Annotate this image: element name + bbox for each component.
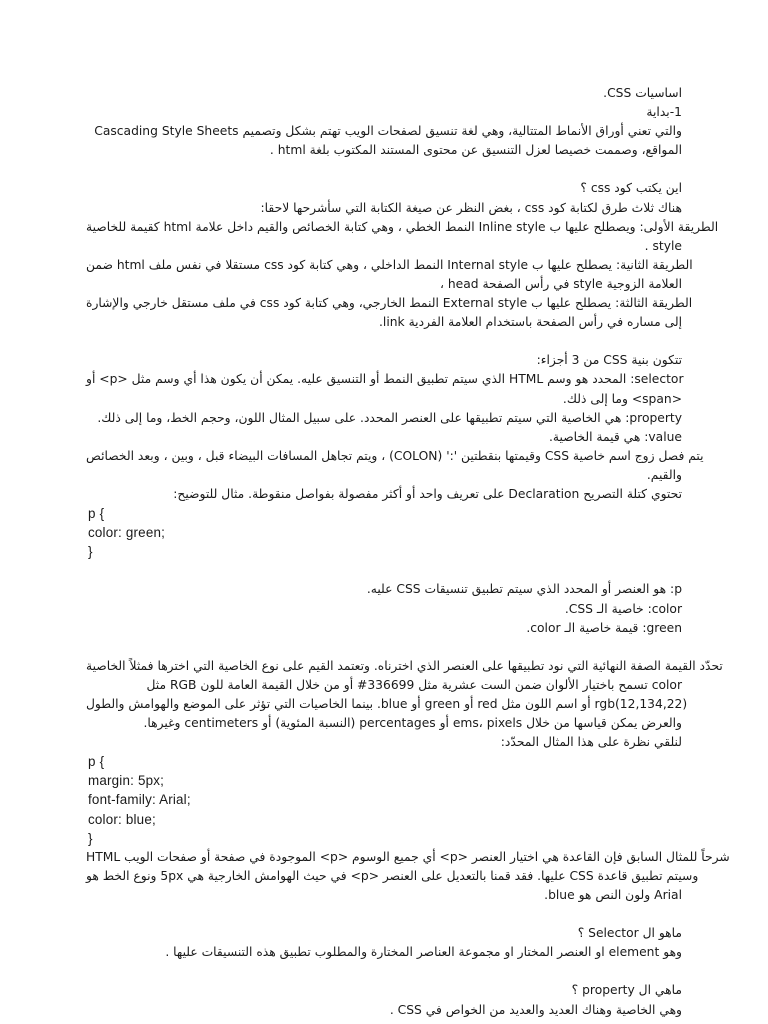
line-text: value: هي قيمة الخاصية. [549, 429, 682, 444]
line-text: اساسيات CSS. [603, 86, 682, 100]
line-text: ماهو ال Selector ؟ [577, 926, 682, 941]
line-text: style . [644, 238, 682, 253]
text-line [0, 714, 768, 733]
code-line [0, 790, 768, 809]
text-line [0, 218, 768, 237]
line-text: } [88, 830, 93, 846]
text-line [0, 409, 768, 428]
line-text: وهو element او العنصر المختار او مجموعة العناصر المختارة والمطلوب تطبيق هذه التنسيقات عليها . [165, 945, 682, 960]
text-line [0, 122, 768, 141]
line-text: selector: المحدد هو وسم HTML الذي سيتم تطبيق النمط أو التنسيق عليه. يمكن أن يكون هذا أي وسم مثل <p> أو [86, 372, 684, 387]
line-text: color: green; [88, 525, 166, 541]
text-line [0, 981, 768, 1000]
text-line [0, 370, 768, 389]
text-line [0, 676, 768, 695]
line-text: يتم فصل زوج اسم خاصية CSS وقيمتها بنقطتين ':' (COLON) ، ويتم تجاهل المسافات البيضاء قبل ، وبين ، وبعد الخصائص [86, 448, 704, 463]
line-text: الطريقة الثانية: يصطلح عليها ب Internal style النمط الداخلي ، وهي كتابة كود css مستقلا في نفس ملف html ضمن [86, 257, 693, 272]
text-line [0, 275, 768, 294]
text-line [0, 466, 768, 485]
line-text: 1-بداية [646, 105, 682, 120]
line-text: الطريقة الثالثة: يصطلح عليها ب External style النمط الخارجي، وهي كتابة كود css في ملف مستقل خارجي والإشارة [86, 296, 693, 311]
code-line [0, 829, 768, 848]
text-line [0, 886, 768, 905]
blank-line [0, 332, 768, 351]
document-page [0, 84, 768, 1020]
text-line [0, 848, 768, 867]
text-line [0, 657, 768, 676]
blank-line [0, 160, 768, 179]
blank-line [0, 561, 768, 580]
text-line [0, 141, 768, 160]
line-text: إلى مساره في رأس الصفحة باستخدام العلامة الفردية link. [379, 315, 682, 330]
text-line [0, 103, 768, 122]
text-line [0, 485, 768, 504]
line-text: وسيتم تطبيق قاعدة CSS عليها. فقد قمنا بالتعديل على العنصر <p> في حيث الهوامش الخارجية هي 5px ونوع الخط هو [86, 868, 699, 883]
text-line [0, 580, 768, 599]
code-line [0, 504, 768, 523]
line-text: لنلقي نظرة على هذا المثال المحدّد: [500, 735, 682, 750]
line-text: <span> وما إلى ذلك. [562, 391, 682, 406]
line-text: اين يكتب كود css ؟ [580, 181, 682, 196]
line-text: p { [88, 506, 105, 522]
text-line [0, 390, 768, 409]
line-text: العلامة الزوجية style في رأس الصفحة head ، [439, 276, 682, 291]
text-line [0, 294, 768, 313]
line-text: والتي تعني أوراق الأنماط المتتالية، وهي لغة تنسيق لصفحات الويب تهتم بشكل وتصميم Cascading Style Sheets [94, 124, 682, 139]
text-line [0, 179, 768, 198]
code-line [0, 771, 768, 790]
text-line [0, 695, 768, 714]
line-text: } [88, 544, 93, 560]
line-text: تحدّد القيمة الصفة النهائية التي نود تطبيقها على العنصر الذي اخترناه. وتعتمد القيم على نوع الخاصية التي اخترها فمثلاً الخاصية [86, 658, 723, 673]
code-line [0, 752, 768, 771]
line-text: color تسمح باختيار الألوان ضمن الست عشرية مثل 336699# أو من خلال القيمة العامة للون RGB مثل [146, 677, 682, 692]
text-line [0, 1001, 768, 1020]
line-text: هناك ثلاث طرق لكتابة كود css ، بغض النظر عن صيغة الكتابة التي سأشرحها لاحقا: [260, 200, 682, 215]
text-line [0, 733, 768, 752]
blank-line [0, 962, 768, 981]
line-text: p { [88, 754, 105, 770]
line-text: الطريقة الأولى: ويصطلح عليها ب Inline style النمط الخطي ، وهي كتابة الخصائص والقيم داخل علامة html كقيمة للخاصية [86, 219, 719, 234]
line-text: شرحاً للمثال السابق فإن القاعدة هي اختيار العنصر <p> أي جميع الوسوم <p> الموجودة في صفحة أو صفحات الويب HTML [86, 849, 730, 864]
blank-line [0, 905, 768, 924]
line-text: والقيم. [646, 467, 682, 482]
text-line [0, 237, 768, 256]
line-text: Arial ولون النص هو blue. [544, 887, 682, 902]
text-line [0, 867, 768, 886]
text-line [0, 619, 768, 638]
line-text: green: قيمة خاصية الـ color. [526, 620, 682, 635]
text-line [0, 84, 768, 103]
code-line [0, 523, 768, 542]
text-line [0, 943, 768, 962]
text-line [0, 447, 768, 466]
text-line [0, 924, 768, 943]
line-text: ماهي ال property ؟ [571, 983, 682, 998]
text-line [0, 351, 768, 370]
text-line [0, 428, 768, 447]
line-text: تتكون بنية CSS من 3 أجزاء: [536, 353, 682, 368]
line-text: p: هو العنصر أو المحدد الذي سيتم تطبيق تنسيقات CSS عليه. [366, 582, 682, 597]
line-text: المواقع، وصممت خصيصا لعزل التنسيق عن محتوى المستند المكتوب بلغة html . [269, 143, 682, 158]
code-line [0, 542, 768, 561]
text-line [0, 600, 768, 619]
blank-line [0, 638, 768, 657]
line-text: color: blue; [88, 811, 156, 827]
line-text: font-family: Arial; [88, 792, 191, 808]
line-text: وهي الخاصية وهناك العديد والعديد من الخواص في CSS . [389, 1002, 682, 1017]
line-text: والعرض يمكن قياسها من خلال ems، pixels أو percentages (النسبة المئوية) أو centimeters وغيرها. [143, 716, 682, 731]
text-line [0, 313, 768, 332]
text-line [0, 199, 768, 218]
line-text: margin: 5px; [88, 773, 165, 789]
line-text: color: خاصية الـ CSS. [564, 601, 682, 616]
line-text: تحتوي كتلة التصريح Declaration على تعريف واحد أو أكثر مفصولة بفواصل منقوطة. مثال للتوضيح: [173, 486, 682, 501]
text-line [0, 256, 768, 275]
line-text: rgb(12,134,22) أو اسم اللون مثل red أو green أو blue. بينما الخاصيات التي تؤثر على الموضع والهوامش والطول [86, 697, 688, 711]
line-text: property: هي الخاصية التي سيتم تطبيقها على العنصر المحدد. على سبيل المثال اللون، وحجم الخط، وما إلى ذلك. [97, 410, 682, 425]
code-line [0, 810, 768, 829]
